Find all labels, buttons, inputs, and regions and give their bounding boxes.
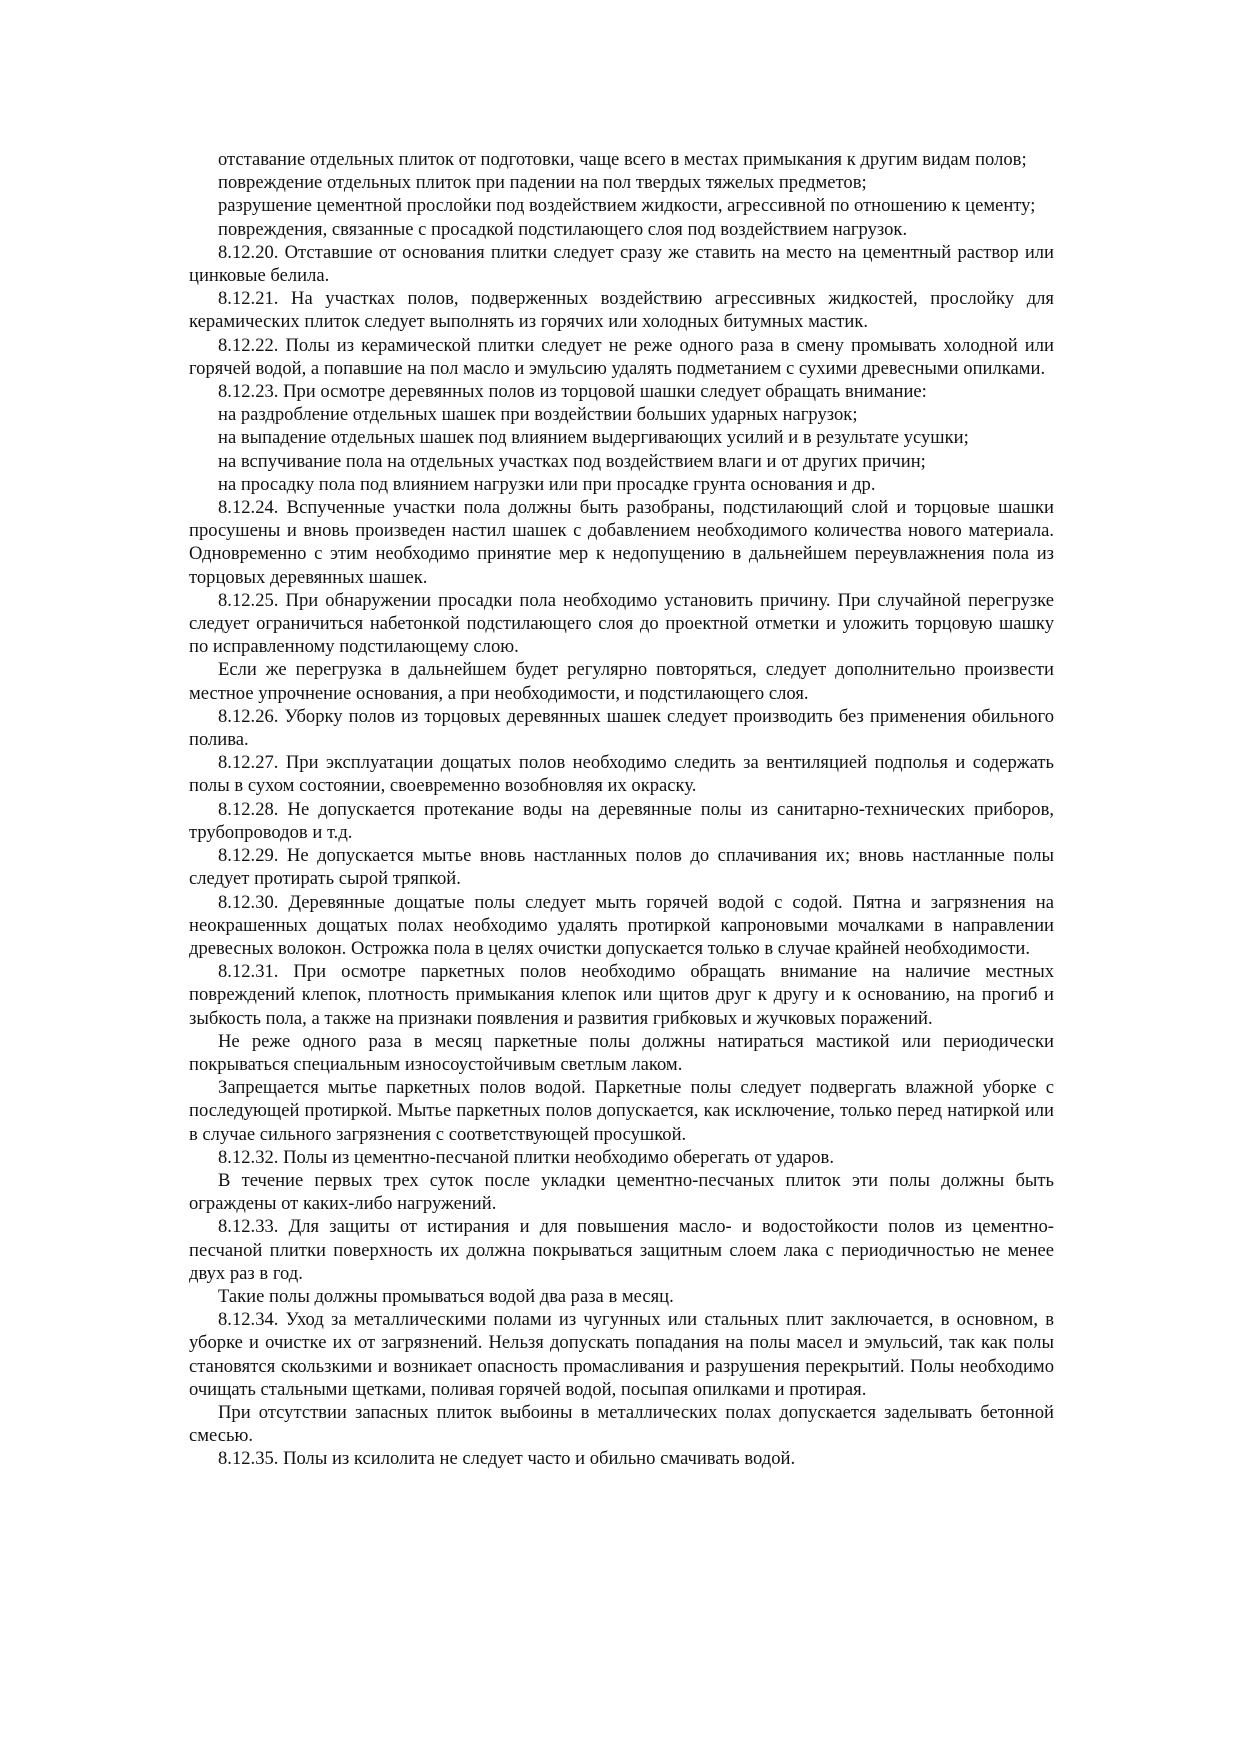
paragraph: 8.12.24. Вспученные участки пола должны быть разобраны, подстилающий слой и торцовые шашки просушены и вновь произведен настил шашек с добавлением необходимого количества нового материала. Одновременно с этим необходимо принятие мер к недопущению в дальнейшем переувлажнения пола из торцовых деревянных шашек.	[189, 497, 1054, 588]
paragraph: на просадку пола под влиянием нагрузки или при просадке грунта основания и др.	[218, 473, 876, 495]
paragraph: на раздробление отдельных шашек при воздействии больших ударных нагрузок;	[218, 404, 858, 426]
paragraph: 8.12.33. Для защиты от истирания и для повышения масло- и водостойкости полов из цементно-песчаной плитки поверхность их должна покрываться защитным слоем лака с периодичностью не менее двух раз в год.	[189, 1216, 1054, 1284]
paragraph: повреждение отдельных плиток при падении на пол твердых тяжелых предметов;	[218, 172, 867, 194]
paragraph: 8.12.20. Отставшие от основания плитки следует сразу же ставить на место на цементный раствор или цинковые белила.	[189, 241, 1054, 287]
paragraph: Такие полы должны промываться водой два раза в месяц.	[218, 1285, 674, 1307]
paragraph: 8.12.31. При осмотре паркетных полов необходимо обращать внимание на наличие местных повреждений клепок, плотность примыкания клепок или щитов друг к другу и к основанию, на прогиб и зыбкость пола, а также на признаки появления и развития грибковых и жучковых поражений.	[189, 961, 1054, 1029]
paragraph: Не реже одного раза в месяц паркетные полы должны натираться мастикой или периодически покрываться специальным износоустойчивым светлым лаком.	[189, 1030, 1054, 1075]
paragraph: 8.12.23. При осмотре деревянных полов из торцовой шашки следует обращать внимание:	[218, 381, 927, 403]
paragraph: 8.12.27. При эксплуатации дощатых полов необходимо следить за вентиляцией подполья и содержать полы в сухом состоянии, своевременно возобновляя их окраску.	[189, 752, 1054, 797]
paragraph: 8.12.21. На участках полов, подверженных воздействию агрессивных жидкостей, прослойку для керамических плиток следует выполнять из горячих или холодных битумных мастик.	[189, 288, 1054, 333]
paragraph: 8.12.32. Полы из цементно-песчаной плитки необходимо оберегать от ударов.	[218, 1146, 834, 1168]
document-page	[189, 148, 1054, 1471]
paragraph: 8.12.22. Полы из керамической плитки следует не реже одного раза в смену промывать холодной или горячей водой, а попавшие на пол масло и эмульсию удалять подметанием с сухими древесными опилками.	[189, 334, 1054, 379]
paragraph: 8.12.35. Полы из ксилолита не следует часто и обильно смачивать водой.	[218, 1448, 796, 1470]
paragraph: Запрещается мытье паркетных полов водой. Паркетные полы следует подвергать влажной уборке с последующей протиркой. Мытье паркетных полов допускается, как исключение, только перед натиркой или в случае сильного загрязнения с соответствующей просушкой.	[189, 1077, 1054, 1145]
paragraph: Если же перегрузка в дальнейшем будет регулярно повторяться, следует дополнительно произвести местное упрочнение основания, а при необходимости, и подстилающего слоя.	[189, 659, 1054, 704]
paragraph: В течение первых трех суток после укладки цементно-песчаных плиток эти полы должны быть ограждены от каких-либо нагружений.	[189, 1169, 1054, 1215]
paragraph: на вспучивание пола на отдельных участках под воздействием влаги и от других причин;	[218, 450, 926, 472]
paragraph: отставание отдельных плиток от подготовки, чаще всего в местах примыкания к другим видам полов;	[218, 149, 1027, 170]
paragraph: 8.12.30. Деревянные дощатые полы следует мыть горячей водой с содой. Пятна и загрязнения на неокрашенных дощатых полах необходимо удалять протиркой капроновыми мочалками в направлении древесных волокон. Острожка пола в целях очистки допускается только в случае крайней необходимости.	[189, 891, 1054, 959]
paragraph: 8.12.29. Не допускается мытье вновь настланных полов до сплачивания их; вновь настланные полы следует протирать сырой тряпкой.	[189, 845, 1054, 890]
paragraph: разрушение цементной прослойки под воздействием жидкости, агрессивной по отношению к цементу;	[218, 195, 1036, 217]
paragraph: При отсутствии запасных плиток выбоины в металлических полах допускается заделывать бетонной смесью.	[189, 1401, 1054, 1447]
paragraph: 8.12.28. Не допускается протекание воды на деревянные полы из санитарно-технических приборов, трубопроводов и т.д.	[189, 798, 1054, 843]
paragraph: 8.12.25. При обнаружении просадки пола необходимо установить причину. При случайной перегрузке следует ограничиться набетонкой подстилающего слоя до проектной отметки и уложить торцовую шашку по исправленному подстилающему слою.	[189, 589, 1054, 658]
paragraph: 8.12.26. Уборку полов из торцовых деревянных шашек следует производить без применения обильного полива.	[189, 705, 1054, 751]
paragraph: повреждения, связанные с просадкой подстилающего слоя под воздействием нагрузок.	[218, 218, 908, 240]
paragraph: 8.12.34. Уход за металлическими полами из чугунных или стальных плит заключается, в основном, в уборке и очистке их от загрязнений. Нельзя допускать попадания на полы масел и эмульсий, так как полы становятся скользкими и возникает опасность промасливания и разрушения перекрытий. Полы необходимо очищать стальными щетками, поливая горячей водой, посыпая опилками и протирая.	[189, 1309, 1054, 1400]
paragraph: на выпадение отдельных шашек под влиянием выдергивающих усилий и в результате усушки;	[218, 427, 969, 449]
